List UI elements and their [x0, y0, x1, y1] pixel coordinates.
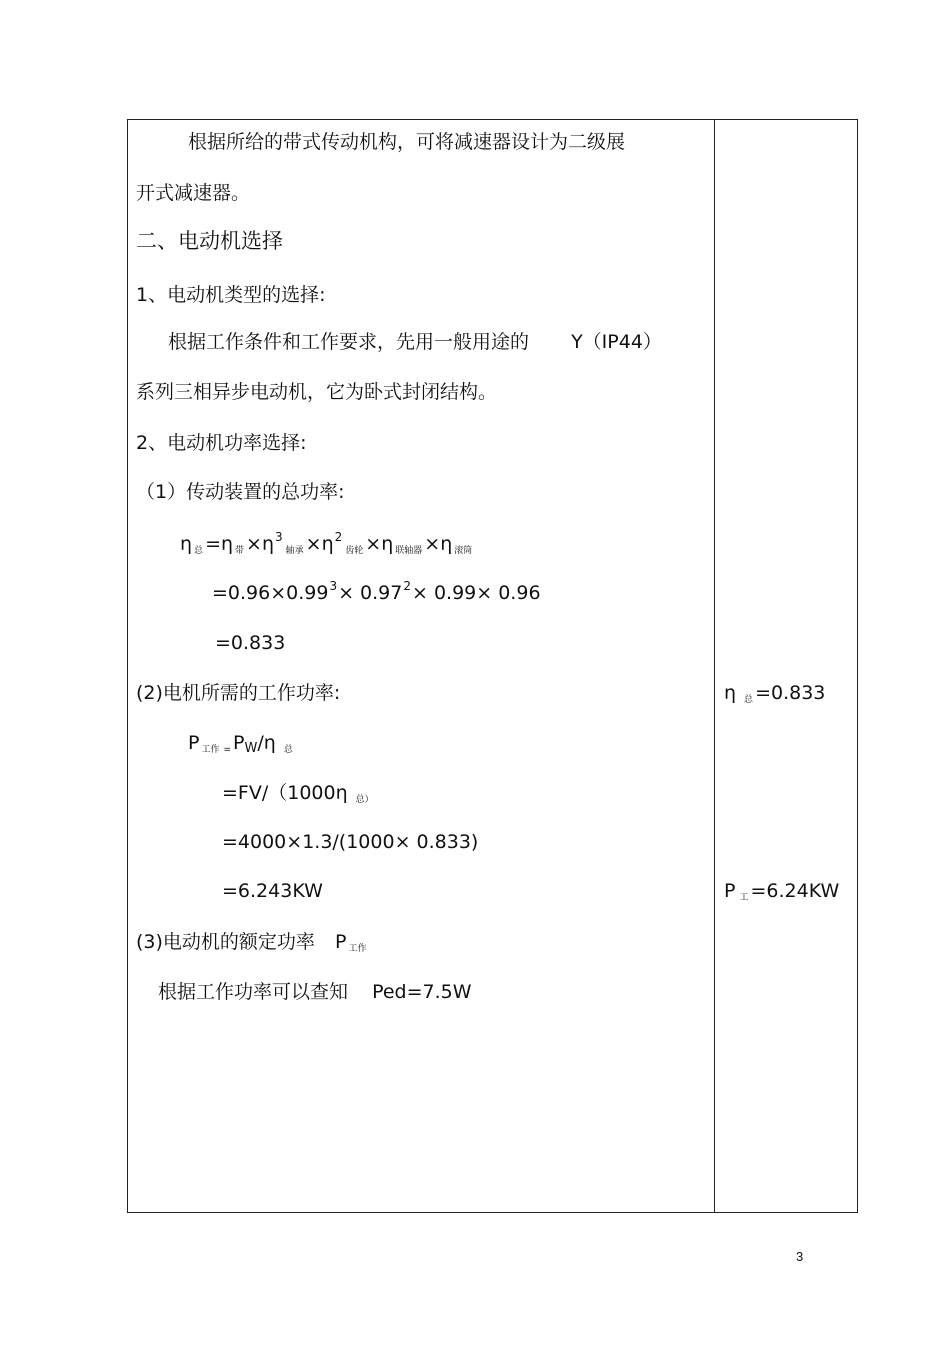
item-heading: (2)电机所需的工作功率: — [136, 682, 341, 704]
efficiency-calc — [212, 581, 541, 607]
paragraph-line: 系列三相异步电动机，它为卧式封闭结构。 — [136, 381, 498, 403]
heading-text: (3)电动机的额定功率 — [136, 931, 315, 953]
formula-symbol: P — [334, 931, 347, 953]
calc-part: =0.96×0.99 — [212, 582, 329, 604]
formula-symbol: × — [246, 533, 262, 555]
paragraph-text: 根据工作功率可以查知 — [158, 981, 349, 1003]
item-heading — [136, 930, 368, 961]
formula-symbol: × — [424, 533, 441, 555]
page-number: 3 — [796, 1249, 804, 1264]
formula-symbol: η — [321, 533, 334, 555]
formula-symbol: η — [220, 533, 234, 555]
formula-symbol: = — [205, 533, 221, 555]
power-formula — [188, 731, 295, 762]
paragraph-line: 开式减速器。 — [136, 182, 251, 204]
paragraph-text: 根据工作条件和工作要求，先用一般用途的 — [168, 331, 530, 353]
calc-part: =FV/（1000η — [222, 782, 348, 804]
formula-symbol: η — [180, 533, 193, 555]
formula-symbol: η — [724, 682, 737, 704]
power-calc — [222, 781, 376, 812]
formula-subscript: 带 — [235, 546, 245, 556]
formula-symbol: = — [223, 745, 232, 755]
formula-exponent: 2 — [334, 530, 343, 544]
subsection-heading: 2、电动机功率选择: — [136, 432, 307, 454]
summary-power — [724, 879, 839, 910]
calc-part: × 0.99× 0.96 — [412, 582, 541, 604]
formula-symbol: η — [440, 533, 453, 555]
summary-value: =6.24KW — [750, 880, 840, 902]
paragraph-line — [168, 330, 662, 354]
formula-symbol: /η — [257, 732, 276, 754]
motor-model: Y（IP44） — [571, 331, 662, 353]
calc-part: × 0.97 — [338, 582, 403, 604]
formula-subscript: 联轴器 — [395, 546, 423, 556]
formula-subscript: 工作 — [201, 745, 220, 755]
formula-subscript: 工 — [739, 893, 749, 903]
formula-subscript: 滚筒 — [454, 546, 473, 556]
formula-exponent: 3 — [275, 530, 283, 544]
efficiency-formula — [180, 532, 474, 563]
efficiency-result: =0.833 — [215, 632, 286, 654]
calc-exponent: 2 — [403, 579, 411, 593]
formula-symbol: η — [261, 533, 275, 555]
calc-subscript: 总） — [355, 795, 374, 805]
paragraph-line — [158, 980, 472, 1004]
formula-subscript: 总 — [744, 695, 754, 705]
power-calc: =4000×1.3/(1000× 0.833) — [222, 831, 479, 853]
formula-subscript: 总 — [194, 546, 204, 556]
summary-value: =0.833 — [755, 682, 826, 704]
formula-symbol: P — [233, 732, 245, 754]
formula-subscript: W — [244, 741, 258, 756]
formula-subscript: 轴承 — [285, 546, 304, 556]
column-divider — [714, 119, 715, 1213]
power-result: =6.243KW — [222, 880, 323, 902]
calc-exponent: 3 — [329, 579, 338, 593]
formula-symbol: P — [188, 732, 200, 754]
formula-subscript: 总 — [283, 745, 293, 755]
formula-symbol: P — [724, 880, 736, 902]
section-heading: 二、电动机选择 — [136, 229, 283, 253]
formula-symbol: × — [365, 533, 382, 555]
formula-symbol: η — [381, 533, 394, 555]
formula-subscript: 工作 — [348, 944, 367, 954]
rated-power-value: Ped=7.5W — [372, 981, 472, 1003]
formula-subscript: 齿轮 — [345, 546, 364, 556]
formula-symbol: × — [305, 533, 322, 555]
item-heading: （1）传动装置的总功率: — [136, 481, 345, 503]
subsection-heading: 1、电动机类型的选择: — [136, 284, 326, 306]
summary-efficiency — [724, 681, 825, 712]
paragraph-line: 根据所给的带式传动机构，可将减速器设计为二级展 — [188, 131, 626, 153]
